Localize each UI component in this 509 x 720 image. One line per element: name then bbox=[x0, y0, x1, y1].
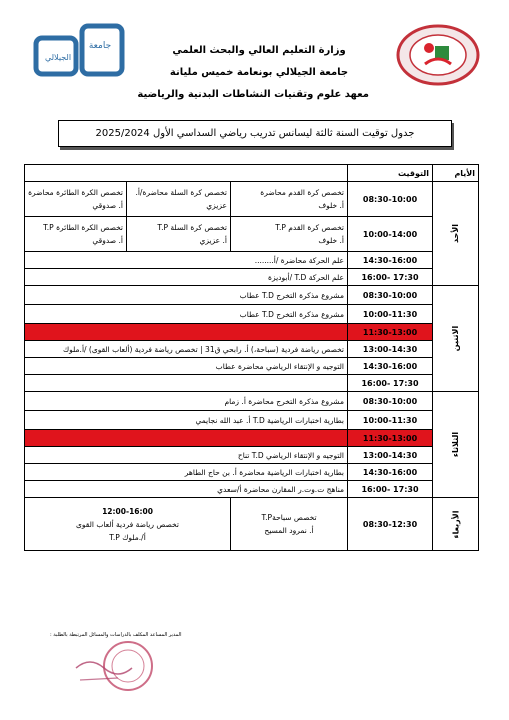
schedule-cell: تخصص كرة القدم محاضرة أ. خلوف bbox=[231, 182, 348, 217]
header-days: الأيام bbox=[433, 165, 479, 182]
university-logo-left bbox=[30, 20, 128, 80]
day-tuesday: الثلاثاء bbox=[433, 392, 479, 498]
table-row bbox=[25, 341, 479, 358]
schedule-cell: تخصص كرة القدم T.P أ. خلوف bbox=[231, 217, 348, 252]
header-text bbox=[137, 40, 369, 106]
university-name: جامعة الجيلالي بونعامة خميس مليانة bbox=[169, 67, 349, 78]
time-cell: 16:00- 17:30 bbox=[348, 375, 433, 392]
university-logo-right bbox=[395, 24, 481, 86]
signature-title: المدير المساعد المكلف بالدراسات والمسائل المرتبطة بالطلبة : bbox=[50, 632, 182, 638]
header-time: التوقيت bbox=[348, 165, 433, 182]
table-row bbox=[25, 286, 479, 305]
time-cell: 10:00-11:30 bbox=[348, 305, 433, 324]
table-row bbox=[25, 305, 479, 324]
table-row bbox=[25, 269, 479, 286]
stamp-icon bbox=[70, 638, 154, 694]
time-cell: 08:30-10:00 bbox=[348, 392, 433, 411]
table-row bbox=[25, 447, 479, 464]
day-sunday: الأحد bbox=[433, 182, 479, 286]
table-row bbox=[25, 481, 479, 498]
time-cell: 10:00-11:30 bbox=[348, 411, 433, 430]
schedule-cell: التوجيه و الإنتقاء الرياضي محاضرة عطاب bbox=[25, 358, 348, 375]
time-cell: 08:30-10:00 bbox=[348, 286, 433, 305]
schedule-cell: مشروع مذكرة التخرج T.D عطاب bbox=[25, 286, 348, 305]
time-cell: 14:30-16:00 bbox=[348, 252, 433, 269]
schedule-cell: بطارية اختبارات الرياضية T.D أ. عبد الله نجايمي bbox=[25, 411, 348, 430]
schedule-title: جدول توقيت السنة ثالثة ليسانس تدريب رياضي السداسي الأول 2025/2024 bbox=[58, 120, 452, 147]
svg-text:جامعة: جامعة bbox=[88, 41, 112, 51]
ministry-name: وزارة التعليم العالي والبحث العلمي bbox=[172, 45, 346, 56]
schedule-cell: التوجيه و الإنتقاء الرياضي T.D تناح bbox=[25, 447, 348, 464]
schedule-cell: تخصص الكرة الطائرة محاضرة أ. صدوقي bbox=[25, 182, 127, 217]
time-cell: 11:30-13:00 bbox=[348, 324, 433, 341]
time-cell: 08:30-12:30 bbox=[348, 498, 433, 551]
table-header-row bbox=[25, 165, 479, 182]
time-cell: 16:00- 17:30 bbox=[348, 481, 433, 498]
svg-text:الجيلالي: الجيلالي bbox=[44, 53, 72, 62]
schedule-cell: بطارية اختبارات الرياضية محاضرة أ. بن حاج الطاهر bbox=[25, 464, 348, 481]
schedule-cell: مشروع مذكرة التخرج محاضرة أ. زمام bbox=[25, 392, 348, 411]
time-cell: 10:00-14:00 bbox=[348, 217, 433, 252]
time-cell: 13:00-14:30 bbox=[348, 341, 433, 358]
break-cell bbox=[25, 430, 348, 447]
table-row bbox=[25, 182, 479, 217]
time-cell: 11:30-13:00 bbox=[348, 430, 433, 447]
table-row bbox=[25, 498, 479, 551]
schedule-cell: تخصص الكرة الطائرة T.P أ. صدوقي bbox=[25, 217, 127, 252]
time-cell: 13:00-14:30 bbox=[348, 447, 433, 464]
table-row bbox=[25, 358, 479, 375]
time-cell: 14:30-16:00 bbox=[348, 358, 433, 375]
time-cell: 16:00- 17:30 bbox=[348, 269, 433, 286]
table-row bbox=[25, 217, 479, 252]
table-row bbox=[25, 464, 479, 481]
day-wednesday: الأربعاء bbox=[433, 498, 479, 551]
table-row bbox=[25, 392, 479, 411]
day-monday: الاثنين bbox=[433, 286, 479, 392]
time-cell: 08:30-10:00 bbox=[348, 182, 433, 217]
table-row bbox=[25, 430, 479, 447]
schedule-cell: 12:00-16:00 تخصص رياضة فردية ألعاب القوى أ/.ملوك T.P bbox=[25, 498, 231, 551]
table-row bbox=[25, 252, 479, 269]
schedule-cell: مناهج ت.وت.ر المقارن محاضرة أ/سعدي bbox=[25, 481, 348, 498]
break-cell bbox=[25, 324, 348, 341]
schedule-cell: تخصص سباحةT.P أ. نمرود المسيح bbox=[231, 498, 348, 551]
table-row bbox=[25, 375, 479, 392]
schedule-cell: علم الحركة محاضرة /أ........ bbox=[25, 252, 348, 269]
institute-name: معهد علوم وتقنيات النشاطات البدنية والرياضية bbox=[137, 89, 369, 100]
time-cell: 14:30-16:00 bbox=[348, 464, 433, 481]
table-row bbox=[25, 324, 479, 341]
schedule-table bbox=[24, 164, 479, 551]
schedule-cell: مشروع مذكرة التخرج T.D عطاب bbox=[25, 305, 348, 324]
schedule-cell: علم الحركة T.D /أبوديزة bbox=[25, 269, 348, 286]
header-empty bbox=[25, 165, 348, 182]
table-row bbox=[25, 411, 479, 430]
schedule-cell: تخصص رياضة فردية (سباحة،) أ. رابحي ق31 | تخصص رياضة فردية (ألعاب القوى) /أ.ملوك bbox=[25, 341, 348, 358]
schedule-cell: تخصص كرة السلة محاضرة/أ. عزيزي bbox=[127, 182, 231, 217]
schedule-cell: تخصص كرة السلة T.P أ. عزيزي bbox=[127, 217, 231, 252]
schedule-cell bbox=[25, 375, 348, 392]
